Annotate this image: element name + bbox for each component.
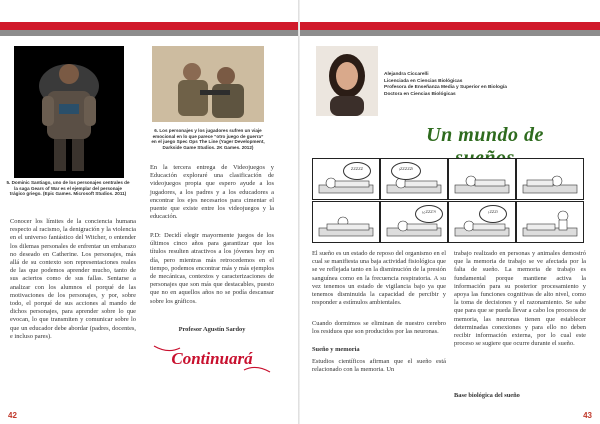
comic-panel-2 xyxy=(380,158,448,200)
page-number-right: 43 xyxy=(583,411,592,420)
right-col1-para1: El sueño es un estado de reposo del organismo en el cual se manifiesta una baja actividad fisiológica que se ve reflejada tanto en la disminución de la presión sanguínea como en la frecuencia respiratoria. A su vez tenemos un estado de vigilancia bajo ya que tenemos disminuida la capacidad de percibir y responder a estímulos ambientales. xyxy=(312,250,446,307)
comic-panel-5 xyxy=(312,201,380,243)
author-signature: Profesor Agustín Sardoy xyxy=(178,326,246,333)
author-info xyxy=(384,72,574,98)
author-name: Alejandra Ciccarelli xyxy=(384,72,429,77)
comic-panel-6 xyxy=(380,201,448,243)
comic-panel-1 xyxy=(312,158,380,200)
middle-column-para1: En la tercera entrega de Videojuegos y Educación exploraré una clasificación de videojuegos propia que espero ayude a los jugadores, a los padres y a los educadores a encontrar los ejes necesarios para cimentar el puente que existe entre los videojuegos y la educación. xyxy=(150,164,274,221)
author-portrait xyxy=(316,46,378,116)
comic-panel-7 xyxy=(448,201,516,243)
header-band-red-right xyxy=(300,22,600,30)
photo1-caption: 5. Dominic Santiago, uno de los personajes centrales de la saga Gears of War es el ejemplar del personaje trágico griego. (Epic Games. Microsoft Studios. 2011) xyxy=(6,180,130,197)
left-column-text: Conocer los límites de la conciencia humana respecto al racismo, la denigración y la violencia en el universo fantástico del Witcher, o entender los dilemas personales de enfrentar un embarazo no deseado en Catherine. Los personajes, más allá de su contexto son representaciones reales de las que podemos aprender mucho, tanto de sus aciertos como de sus fallas. Sentarse a analizar con los alumnos el porqué de las motivaciones de los personajes, y por, sobre todo, el porqué de sus acciones al mando de dichos personajes, para aprender sobre lo que evocan, lo que transmiten y comunicar sobre lo que un educador debe abordar (padres, docentes, e incluso pares). xyxy=(10,218,136,340)
right-col1-para2: Cuando dormimos se eliminan de nuestro cerebro los residuos que son producidos por las neuronas. xyxy=(312,320,446,336)
page-number-left: 42 xyxy=(8,411,17,420)
game-character-photo xyxy=(14,46,124,178)
comic-bubble-2: ¡ZZZZZ! xyxy=(391,162,421,180)
middle-column-para2: P.D: Decidí elegir mayormente juegos de los últimos cinco años para garantizar que los títulos resulten atractivos a los jóvenes hoy en día, pero mientras más retrocedemos en el tiempo, podemos encontrar más y más ejemplos de mecánicas, contextos y caracterizaciones de personajes que son más que destacables, puesto que no en aquellos años no se podía descansar sobre los gráficos. xyxy=(150,232,274,305)
continue-label: Continuará xyxy=(171,349,253,368)
author-title-1: Licenciada en Ciencias Biológicas xyxy=(384,78,463,84)
author-title-3: Doctora en Ciencias Biológicas xyxy=(384,91,456,97)
right-col1-para3: Estudios científicos afirman que el sueño está relacionado con la memoria. Un xyxy=(312,358,446,374)
photo2-caption: 6. Los personajes y los jugadores sufren un viaje emocional en lo que parece “otro juego de guerra” en el juego Spec Ops The Line (Yager Development, Darkside Game Studios. 2K Games. 2012) xyxy=(151,128,265,150)
comic-bubble-3: ¡¿ZZZ?! xyxy=(415,205,443,223)
header-band-gray-right xyxy=(300,30,600,36)
right-col1-heading: Sueño y memoria xyxy=(312,346,360,353)
comic-bubble-1: ZZZZZ xyxy=(343,162,371,180)
right-col2-para1: trabajo realizado en personas y animales demostró que la memoria de trabajo se ve afectada por la falta de sueño. La memoria de trabajo es fundamental porque mantiene activa la información para su posterior procesamiento y apoya las funciones cognitivas de alto nivel, como la toma de decisiones y el razonamiento. Se sabe que para que se pueda llevar a cabo los procesos de memoria, las neuronas tienen que establecer determinadas conexiones y para ello no deben recibir información externa, por lo cual este proceso se sugiere que ocurre durante el sueño. xyxy=(454,250,586,348)
author-title-2: Profesora de Enseñanza Media y Superior en Biología xyxy=(384,85,507,91)
header-band-gray xyxy=(0,30,300,36)
right-page xyxy=(300,0,600,424)
comic-panel-8 xyxy=(516,201,584,243)
right-col2-heading: Base biológica del sueño xyxy=(454,392,520,399)
comic-bubble-4: ¡ZZZ! xyxy=(479,205,507,223)
comic-panel-3 xyxy=(448,158,516,200)
comic-panel-4 xyxy=(516,158,584,200)
game-scene-photo xyxy=(152,46,264,122)
header-band-red xyxy=(0,22,300,30)
article-title: Un mundo de xyxy=(426,124,544,146)
continue-banner xyxy=(150,342,274,376)
